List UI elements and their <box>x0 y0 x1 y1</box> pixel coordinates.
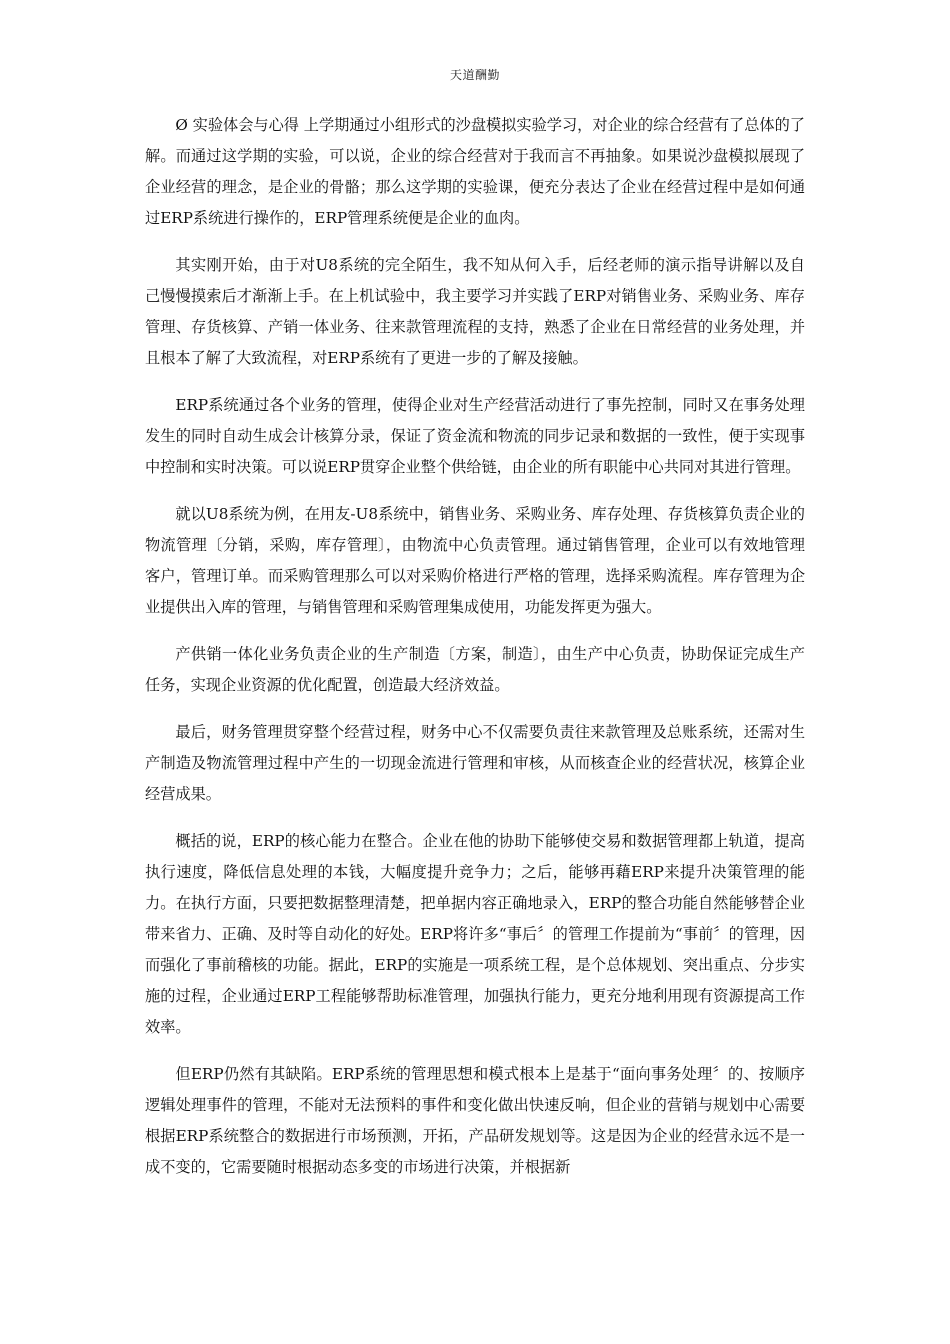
paragraph-integration: 概括的说，ERP的核心能力在整合。企业在他的协助下能够使交易和数据管理都上轨道，提高执行速度，降低信息处理的本钱，大幅度提升竞争力；之后，能够再藉ERP来提升决策管理的能力。在执行方面，只要把数据整理清楚，把单据内容正确地录入，ERP的整合功能自然能够替企业带来省力、正确、及时等自动化的好处。ERP将许多“事后〞的管理工作提前为“事前〞的管理，因而强化了事前稽核的功能。据此，ERP的实施是一项系统工程，是个总体规划、突出重点、分步实施的过程，企业通过ERP工程能够帮助标准管理，加强执行能力，更充分地利用现有资源提高工作效率。 <box>145 832 805 1036</box>
paragraph-getting-started: 其实刚开始，由于对U8系统的完全陌生，我不知从何入手，后经老师的演示指导讲解以及自己慢慢摸索后才渐渐上手。在上机试验中，我主要学习并实践了ERP对销售业务、采购业务、库存管理、存货核算、产销一体业务、往来款管理流程的支持，熟悉了企业在日常经营的业务处理，并且根本了解了大致流程，对ERP系统有了更进一步的了解及接触。 <box>145 256 805 367</box>
paragraph-experience: Ø 实验体会与心得 上学期通过小组形式的沙盘模拟实验学习，对企业的综合经营有了总体的了解。而通过这学期的实验，可以说，企业的综合经营对于我而言不再抽象。如果说沙盘模拟展现了企业经营的理念，是企业的骨骼；那么这学期的实验课，便充分表达了企业在经营过程中是如何通过ERP系统进行操作的，ERP管理系统便是企业的血肉。 <box>145 116 805 227</box>
paragraph-finance: 最后，财务管理贯穿整个经营过程，财务中心不仅需要负责往来款管理及总账系统，还需对生产制造及物流管理过程中产生的一切现金流进行管理和审核，从而核查企业的经营状况，核算企业经营成果。 <box>145 723 805 803</box>
paragraph-production: 产供销一体化业务负责企业的生产制造〔方案，制造〕，由生产中心负责，协助保证完成生产任务，实现企业资源的优化配置，创造最大经济效益。 <box>145 645 805 694</box>
paragraph-limitations: 但ERP仍然有其缺陷。ERP系统的管理思想和模式根本上是基于“面向事务处理〞的、按顺序逻辑处理事件的管理，不能对无法预料的事件和变化做出快速反响，但企业的营销与规划中心需要根据ERP系统整合的数据进行市场预测，开拓，产品研发规划等。这是因为企业的经营永远不是一成不变的，它需要随时根据动态多变的市场进行决策，并根据新 <box>145 1065 805 1176</box>
document-body <box>145 110 805 1199</box>
paragraph-u8-example: 就以U8系统为例，在用友-U8系统中，销售业务、采购业务、库存处理、存货核算负责企业的物流管理〔分销，采购，库存管理〕，由物流中心负责管理。通过销售管理，企业可以有效地管理客户，管理订单。而采购管理那么可以对采购价格进行严格的管理，选择采购流程。库存管理为企业提供出入库的管理，与销售管理和采购管理集成使用，功能发挥更为强大。 <box>145 505 805 616</box>
paragraph-erp-control: ERP系统通过各个业务的管理，使得企业对生产经营活动进行了事先控制，同时又在事务处理发生的同时自动生成会计核算分录，保证了资金流和物流的同步记录和数据的一致性，便于实现事中控制和实时决策。可以说ERP贯穿企业整个供给链，由企业的所有职能中心共同对其进行管理。 <box>145 396 805 476</box>
page-header: 天道酬勤 <box>449 68 500 82</box>
